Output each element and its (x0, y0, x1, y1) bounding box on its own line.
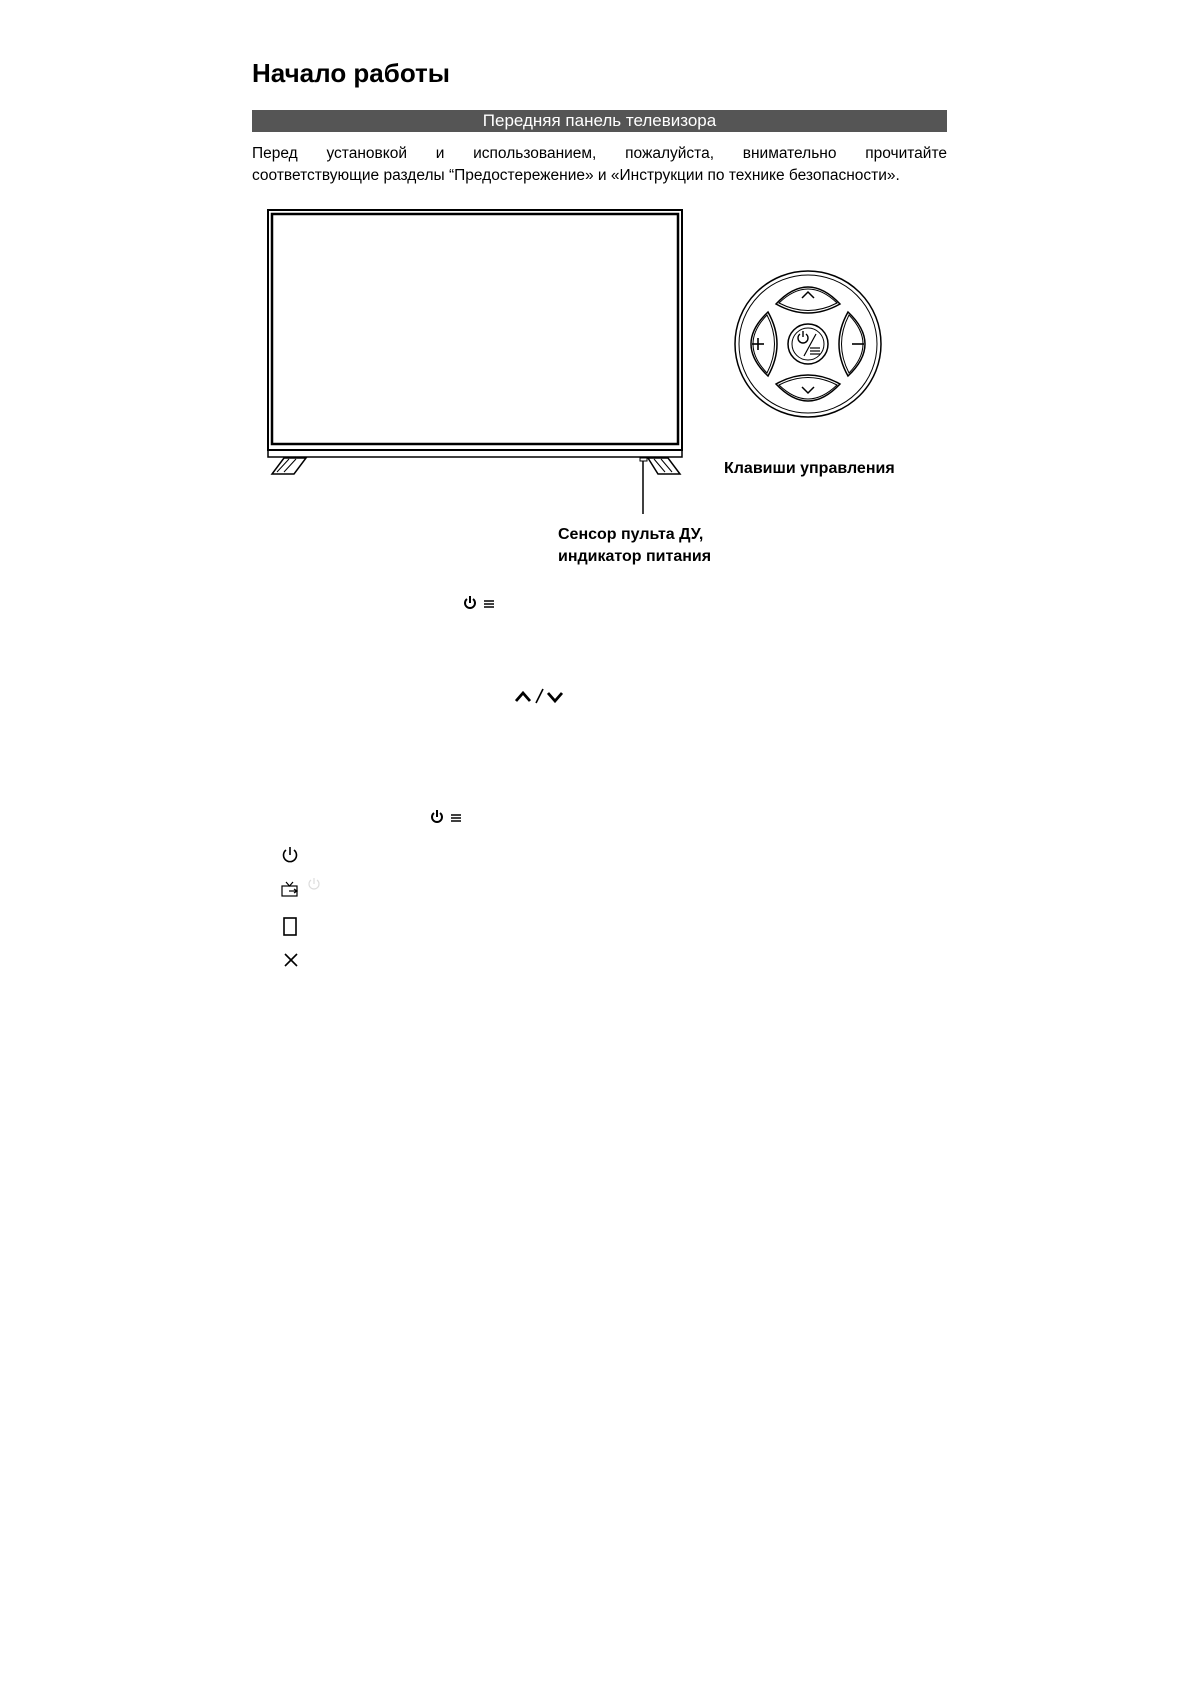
power-icon (280, 845, 300, 865)
section-header (252, 110, 947, 132)
power-menu-icon (798, 331, 820, 356)
sensor-label-line-2: индикатор питания (558, 548, 712, 565)
tv-input-icon (280, 880, 300, 898)
tv-front-drawing (262, 208, 692, 516)
power-menu-icon (463, 594, 499, 612)
rectangle-icon (282, 916, 298, 938)
chevron-up-icon (802, 292, 814, 298)
chevron-down-icon (802, 387, 814, 393)
intro-line-2: соответствующие разделы “Предостережение» и «Инструкции по технике безопасности». (252, 167, 900, 184)
intro-line-1: Перед установкой и использованием, пожалуйста, внимательно прочитайте (252, 145, 947, 162)
faint-power-icon (306, 876, 322, 892)
intro-paragraph (252, 143, 947, 187)
control-keys-label: Клавиши управления (724, 460, 895, 477)
sensor-label-line-1: Сенсор пульта ДУ, (558, 526, 704, 543)
close-icon (282, 951, 300, 969)
chevron-up-down-icon (514, 686, 566, 706)
page-title: Начало работы (252, 58, 450, 88)
section-header-label: Передняя панель телевизора (482, 111, 717, 130)
control-keypad-drawing (732, 268, 884, 420)
power-menu-icon (430, 808, 466, 826)
